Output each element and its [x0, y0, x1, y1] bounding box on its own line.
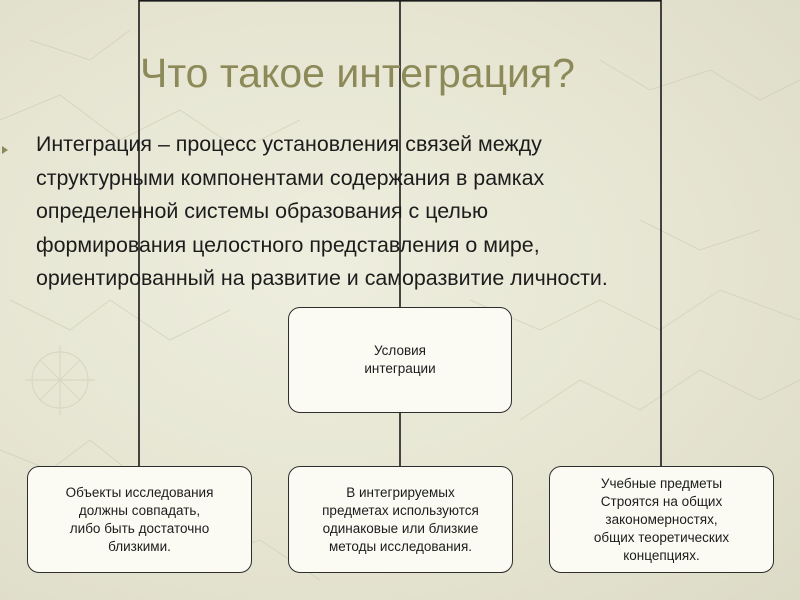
condition-box-common-concepts	[549, 466, 774, 573]
integration-conditions-box	[288, 307, 512, 413]
box-line: близкими.	[108, 538, 171, 554]
box-line: Условия	[374, 343, 426, 358]
condition-box-research-objects	[27, 466, 252, 573]
box-line: методы исследования.	[328, 538, 472, 554]
box-line: Строятся на общих	[600, 493, 723, 509]
box-line: В интегрируемых	[346, 484, 455, 500]
box-line: одинаковые или близкие	[322, 520, 479, 536]
definition-line: структурными компонентами содержания в рамках	[36, 165, 545, 190]
definition-text	[36, 128, 776, 296]
definition-line: формирования целостного представления о мире,	[36, 232, 540, 257]
box-line: должны совпадать,	[78, 502, 201, 518]
box-line: закономерностях,	[605, 511, 718, 527]
box-line: концепциях.	[623, 547, 700, 563]
box-line: Учебные предметы	[600, 475, 723, 491]
box-line: либо быть достаточно	[69, 520, 210, 536]
box-line: интеграции	[364, 361, 436, 376]
box-line: общих теоретических	[593, 529, 730, 545]
condition-box-research-methods	[288, 466, 513, 573]
bullet-marker-icon	[2, 146, 8, 154]
box-line: предметах используются	[322, 502, 479, 518]
box-line: Объекты исследования	[65, 484, 214, 500]
slide-title: Что такое интеграция?	[140, 50, 575, 96]
definition-line: определенной системы образования с целью	[36, 199, 489, 223]
definition-line: Интеграция – процесс установления связей между	[36, 132, 542, 156]
definition-line: ориентированный на развитие и саморазвитие личности.	[36, 266, 608, 290]
